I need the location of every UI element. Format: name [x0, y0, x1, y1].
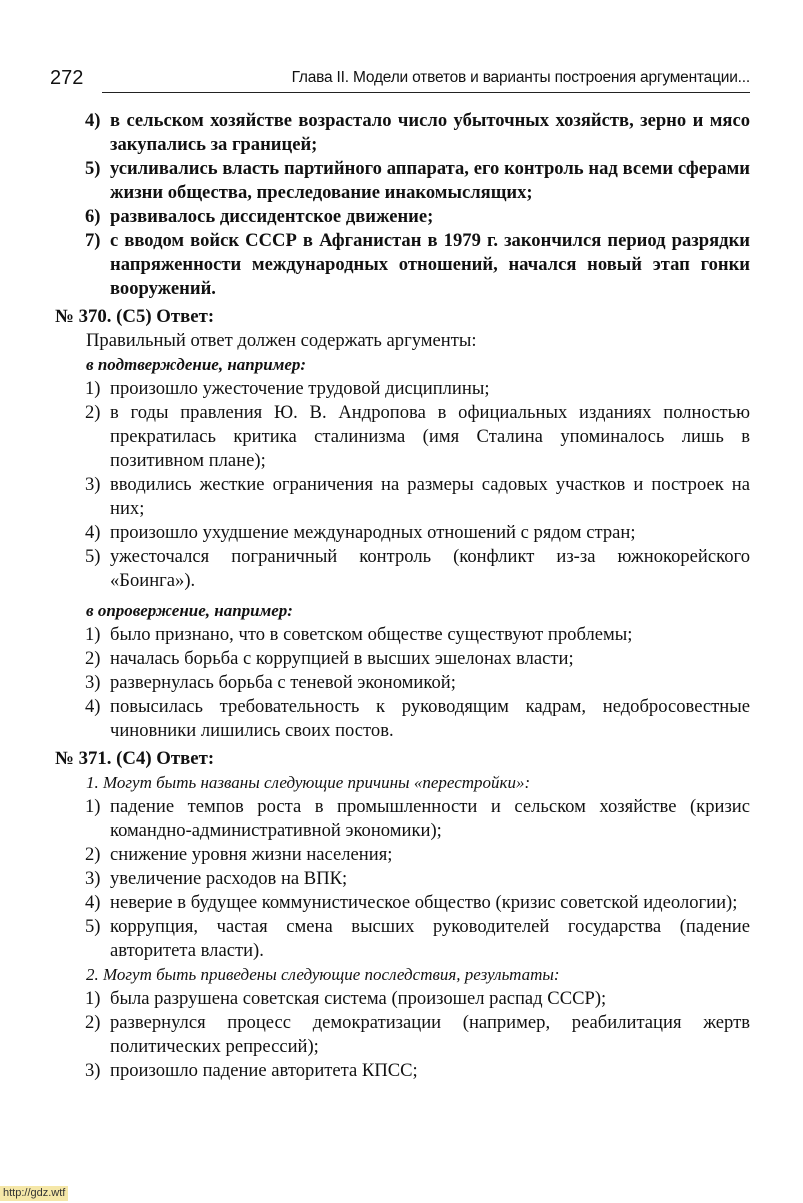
list-item [55, 377, 750, 401]
list-item [55, 229, 750, 301]
item-text: была разрушена советская система (произошел распад СССР); [110, 988, 607, 1009]
task-370-heading: № 370. (С5) Ответ: [55, 306, 215, 327]
list-item [55, 1059, 750, 1083]
item-number: 4) [85, 892, 101, 913]
item-text: развернулся процесс демократизации (например, реабилитация жертв политических репрессий); [110, 1012, 750, 1057]
item-text: усиливались власть партийного аппарата, его контроль над всеми сферами жизни общества, преследование инакомыслящих; [110, 158, 750, 203]
list-item [55, 891, 750, 915]
list-item [55, 623, 750, 647]
task-370-intro: Правильный ответ должен содержать аргументы: [86, 330, 477, 351]
list-item [55, 473, 750, 521]
page-number: 272 [50, 67, 84, 89]
item-number: 4) [85, 696, 101, 717]
item-text: было признано, что в советском обществе существуют проблемы; [110, 624, 633, 645]
results-label: 2. Могут быть приведены следующие последствия, результаты: [86, 965, 560, 984]
results-list [55, 987, 750, 1083]
item-text: произошло падение авторитета КПСС; [110, 1060, 418, 1081]
watermark-url: http://gdz.wtf [0, 1186, 68, 1201]
item-text: коррупция, частая смена высших руководителей государства (падение авторитета власти). [110, 916, 750, 961]
list-item [55, 157, 750, 205]
item-number: 2) [85, 844, 101, 865]
item-text: вводились жесткие ограничения на размеры садовых участков и построек на них; [110, 474, 750, 519]
item-text: развивалось диссидентское движение; [110, 206, 434, 227]
list-item [55, 521, 750, 545]
item-text: развернулась борьба с теневой экономикой; [110, 672, 456, 693]
list-item [55, 1011, 750, 1059]
list-item [55, 109, 750, 157]
header-rule [102, 92, 750, 93]
list-item [55, 205, 750, 229]
refute-list [55, 623, 750, 743]
item-number: 3) [85, 1060, 101, 1081]
confirm-list [55, 377, 750, 593]
item-number: 6) [85, 206, 101, 227]
item-number: 2) [85, 648, 101, 669]
list-item [55, 647, 750, 671]
item-text: снижение уровня жизни населения; [110, 844, 393, 865]
item-number: 4) [85, 110, 101, 131]
item-text: началась борьба с коррупцией в высших эшелонах власти; [110, 648, 574, 669]
refute-label: в опровержение, например: [86, 601, 293, 620]
item-number: 5) [85, 916, 101, 937]
item-text: падение темпов роста в промышленности и сельском хозяйстве (кризис командно-административной экономики); [110, 796, 750, 841]
item-number: 3) [85, 474, 101, 495]
item-number: 1) [85, 988, 101, 1009]
confirm-label: в подтверждение, например: [86, 355, 307, 374]
list-item [55, 401, 750, 473]
item-text: ужесточался пограничный контроль (конфликт из-за южнокорейского «Боинга»). [110, 546, 750, 591]
item-text: увеличение расходов на ВПК; [110, 868, 348, 889]
list-item [55, 915, 750, 963]
causes-label: 1. Могут быть названы следующие причины «перестройки»: [86, 773, 531, 792]
item-number: 3) [85, 868, 101, 889]
item-number: 2) [85, 402, 101, 423]
item-number: 4) [85, 522, 101, 543]
list-item [55, 987, 750, 1011]
running-title: Глава II. Модели ответов и варианты построения аргументации... [291, 69, 750, 86]
list-item [55, 867, 750, 891]
continued-list [55, 109, 750, 301]
item-text: с вводом войск СССР в Афганистан в 1979 г. закончился период разрядки напряженности международных отношений, начался новый этап гонки вооружений. [110, 230, 750, 299]
list-item [55, 795, 750, 843]
list-item [55, 843, 750, 867]
item-text: произошло ужесточение трудовой дисциплины; [110, 378, 490, 399]
item-text: в годы правления Ю. В. Андропова в официальных изданиях полностью прекратилась критика сталинизма (имя Сталина упоминалось лишь в позитивном плане); [110, 402, 750, 471]
item-number: 2) [85, 1012, 101, 1033]
item-number: 3) [85, 672, 101, 693]
task-371-heading: № 371. (С4) Ответ: [55, 748, 215, 769]
item-text: неверие в будущее коммунистическое общество (кризис советской идеологии); [110, 892, 738, 913]
item-number: 1) [85, 796, 101, 817]
list-item [55, 545, 750, 593]
item-text: повысилась требовательность к руководящим кадрам, недобросовестные чиновники лишились своих постов. [110, 696, 750, 741]
item-number: 5) [85, 546, 101, 567]
item-number: 5) [85, 158, 101, 179]
page-header [50, 63, 750, 93]
causes-list [55, 795, 750, 963]
list-item [55, 671, 750, 695]
item-number: 1) [85, 378, 101, 399]
item-number: 7) [85, 230, 101, 251]
page-content [55, 109, 750, 1083]
item-number: 1) [85, 624, 101, 645]
item-text: в сельском хозяйстве возрастало число убыточных хозяйств, зерно и мясо закупались за границей; [110, 110, 750, 155]
list-item [55, 695, 750, 743]
item-text: произошло ухудшение международных отношений с рядом стран; [110, 522, 636, 543]
